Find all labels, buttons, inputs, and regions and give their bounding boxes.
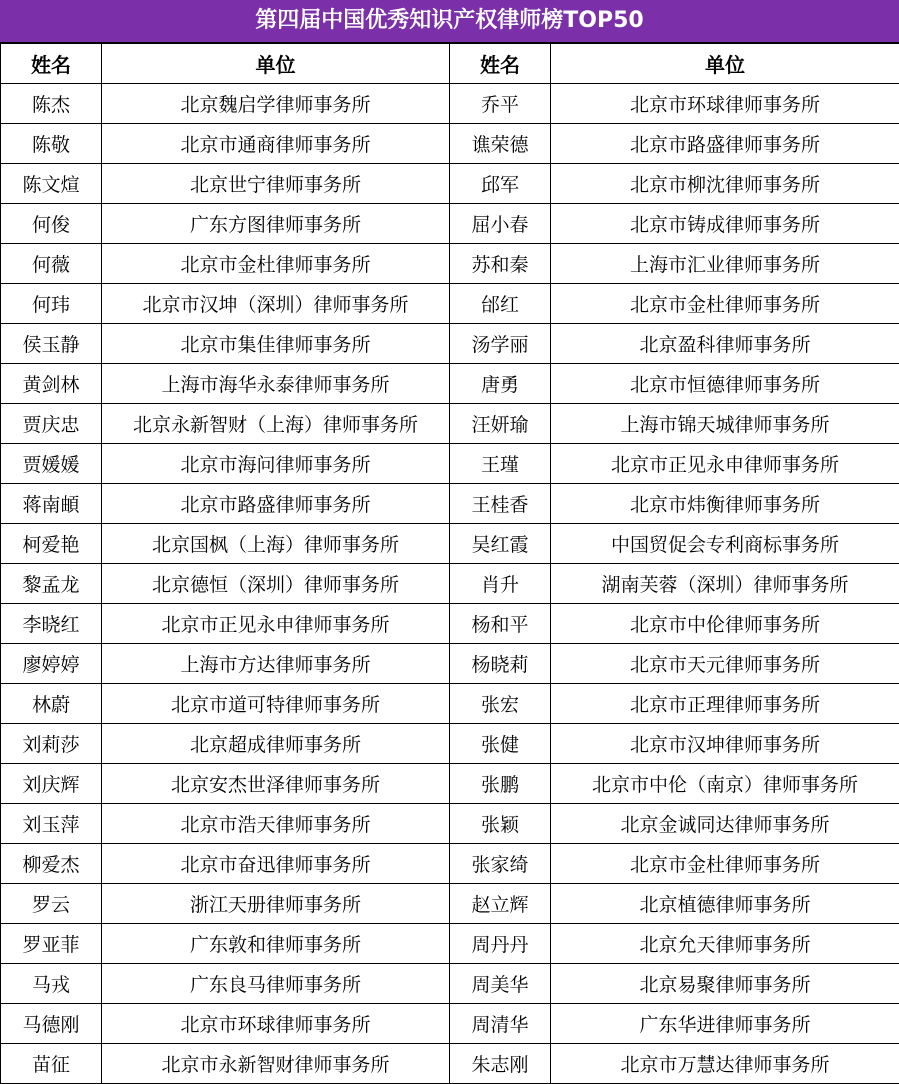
- law-firm-cell: 中国贸促会专利商标事务所: [551, 524, 899, 564]
- lawyer-name-cell: 王瑾: [450, 444, 551, 484]
- law-firm-cell: 北京市汉坤（深圳）律师事务所: [102, 284, 450, 324]
- law-firm-cell: 北京植德律师事务所: [551, 884, 899, 924]
- law-firm-cell: 北京市正见永申律师事务所: [551, 444, 899, 484]
- lawyer-name-cell: 贾庆忠: [1, 404, 102, 444]
- lawyer-name-cell: 周美华: [450, 964, 551, 1004]
- law-firm-cell: 北京市天元律师事务所: [551, 644, 899, 684]
- table-row: [1, 404, 899, 444]
- law-firm-cell: 北京市柳沈律师事务所: [551, 164, 899, 204]
- law-firm-cell: 广东良马律师事务所: [102, 964, 450, 1004]
- table-row: [1, 764, 899, 804]
- header-name-right: 姓名: [450, 44, 551, 84]
- header-unit-left: 单位: [102, 44, 450, 84]
- lawyer-name-cell: 苗征: [1, 1044, 102, 1084]
- law-firm-cell: 北京魏启学律师事务所: [102, 84, 450, 124]
- lawyer-name-cell: 赵立辉: [450, 884, 551, 924]
- lawyer-name-cell: 汪妍瑜: [450, 404, 551, 444]
- law-firm-cell: 广东华进律师事务所: [551, 1004, 899, 1044]
- table-row: [1, 964, 899, 1004]
- law-firm-cell: 北京市道可特律师事务所: [102, 684, 450, 724]
- header-name-left: 姓名: [1, 44, 102, 84]
- lawyer-name-cell: 吴红霞: [450, 524, 551, 564]
- table-row: [1, 204, 899, 244]
- lawyer-name-cell: 邱军: [450, 164, 551, 204]
- law-firm-cell: 北京市永新智财律师事务所: [102, 1044, 450, 1084]
- lawyer-name-cell: 何薇: [1, 244, 102, 284]
- law-firm-cell: 上海市方达律师事务所: [102, 644, 450, 684]
- law-firm-cell: 北京市通商律师事务所: [102, 124, 450, 164]
- lawyer-name-cell: 杨晓莉: [450, 644, 551, 684]
- lawyer-name-cell: 黄剑林: [1, 364, 102, 404]
- lawyer-name-cell: 蒋南頔: [1, 484, 102, 524]
- lawyer-name-cell: 李晓红: [1, 604, 102, 644]
- law-firm-cell: 北京易聚律师事务所: [551, 964, 899, 1004]
- lawyer-name-cell: 刘莉莎: [1, 724, 102, 764]
- law-firm-cell: 北京超成律师事务所: [102, 724, 450, 764]
- table-row: [1, 724, 899, 764]
- law-firm-cell: 上海市海华永泰律师事务所: [102, 364, 450, 404]
- law-firm-cell: 上海市汇业律师事务所: [551, 244, 899, 284]
- law-firm-cell: 北京市炜衡律师事务所: [551, 484, 899, 524]
- lawyer-name-cell: 张颖: [450, 804, 551, 844]
- law-firm-cell: 北京市金杜律师事务所: [102, 244, 450, 284]
- lawyer-name-cell: 柯爱艳: [1, 524, 102, 564]
- lawyer-name-cell: 张宏: [450, 684, 551, 724]
- table-row: [1, 524, 899, 564]
- lawyer-name-cell: 苏和秦: [450, 244, 551, 284]
- lawyer-name-cell: 周清华: [450, 1004, 551, 1044]
- lawyer-name-cell: 陈文煊: [1, 164, 102, 204]
- law-firm-cell: 上海市锦天城律师事务所: [551, 404, 899, 444]
- lawyer-name-cell: 罗亚菲: [1, 924, 102, 964]
- table-row: [1, 324, 899, 364]
- law-firm-cell: 北京市恒德律师事务所: [551, 364, 899, 404]
- lawyer-name-cell: 乔平: [450, 84, 551, 124]
- lawyer-name-cell: 柳爱杰: [1, 844, 102, 884]
- law-firm-cell: 北京市浩天律师事务所: [102, 804, 450, 844]
- lawyer-name-cell: 肖升: [450, 564, 551, 604]
- law-firm-cell: 北京市中伦（南京）律师事务所: [551, 764, 899, 804]
- table-row: [1, 444, 899, 484]
- lawyer-name-cell: 刘玉萍: [1, 804, 102, 844]
- header-unit-right: 单位: [551, 44, 899, 84]
- table-row: [1, 244, 899, 284]
- lawyer-name-cell: 陈杰: [1, 84, 102, 124]
- table-row: [1, 604, 899, 644]
- law-firm-cell: 北京盈科律师事务所: [551, 324, 899, 364]
- law-firm-cell: 北京市奋迅律师事务所: [102, 844, 450, 884]
- lawyer-name-cell: 黎孟龙: [1, 564, 102, 604]
- law-firm-cell: 北京安杰世泽律师事务所: [102, 764, 450, 804]
- law-firm-cell: 湖南芙蓉（深圳）律师事务所: [551, 564, 899, 604]
- lawyer-name-cell: 罗云: [1, 884, 102, 924]
- header-row: [1, 44, 899, 84]
- lawyer-name-cell: 张家绮: [450, 844, 551, 884]
- lawyer-name-cell: 马戎: [1, 964, 102, 1004]
- lawyer-name-cell: 马德刚: [1, 1004, 102, 1044]
- table-row: [1, 684, 899, 724]
- law-firm-cell: 北京德恒（深圳）律师事务所: [102, 564, 450, 604]
- law-firm-cell: 北京市金杜律师事务所: [551, 284, 899, 324]
- law-firm-cell: 北京市汉坤律师事务所: [551, 724, 899, 764]
- law-firm-cell: 北京市铸成律师事务所: [551, 204, 899, 244]
- lawyer-name-cell: 汤学丽: [450, 324, 551, 364]
- law-firm-cell: 北京永新智财（上海）律师事务所: [102, 404, 450, 444]
- law-firm-cell: 北京金诚同达律师事务所: [551, 804, 899, 844]
- lawyer-name-cell: 何俊: [1, 204, 102, 244]
- table-row: [1, 284, 899, 324]
- lawyer-name-cell: 廖婷婷: [1, 644, 102, 684]
- table-row: [1, 844, 899, 884]
- lawyer-name-cell: 杨和平: [450, 604, 551, 644]
- law-firm-cell: 北京市金杜律师事务所: [551, 844, 899, 884]
- law-firm-cell: 北京允天律师事务所: [551, 924, 899, 964]
- law-firm-cell: 北京市海问律师事务所: [102, 444, 450, 484]
- law-firm-cell: 北京国枫（上海）律师事务所: [102, 524, 450, 564]
- lawyer-name-cell: 陈敬: [1, 124, 102, 164]
- lawyer-name-cell: 王桂香: [450, 484, 551, 524]
- page-title: 第四届中国优秀知识产权律师榜TOP50: [0, 0, 899, 43]
- law-firm-cell: 北京市集佳律师事务所: [102, 324, 450, 364]
- lawyer-name-cell: 周丹丹: [450, 924, 551, 964]
- table-row: [1, 364, 899, 404]
- law-firm-cell: 北京市正见永申律师事务所: [102, 604, 450, 644]
- law-firm-cell: 北京市路盛律师事务所: [551, 124, 899, 164]
- law-firm-cell: 北京世宁律师事务所: [102, 164, 450, 204]
- law-firm-cell: 北京市环球律师事务所: [551, 84, 899, 124]
- ranking-table: [0, 43, 899, 1084]
- lawyer-name-cell: 谯荣德: [450, 124, 551, 164]
- lawyer-name-cell: 何玮: [1, 284, 102, 324]
- law-firm-cell: 北京市环球律师事务所: [102, 1004, 450, 1044]
- table-row: [1, 164, 899, 204]
- table-row: [1, 924, 899, 964]
- table-row: [1, 884, 899, 924]
- table-row: [1, 124, 899, 164]
- lawyer-name-cell: 刘庆辉: [1, 764, 102, 804]
- table-row: [1, 804, 899, 844]
- lawyer-name-cell: 屈小春: [450, 204, 551, 244]
- lawyer-name-cell: 侯玉静: [1, 324, 102, 364]
- lawyer-name-cell: 唐勇: [450, 364, 551, 404]
- table-row: [1, 1044, 899, 1084]
- law-firm-cell: 北京市正理律师事务所: [551, 684, 899, 724]
- lawyer-name-cell: 张健: [450, 724, 551, 764]
- law-firm-cell: 浙江天册律师事务所: [102, 884, 450, 924]
- table-row: [1, 484, 899, 524]
- law-firm-cell: 广东方图律师事务所: [102, 204, 450, 244]
- table-row: [1, 1004, 899, 1044]
- lawyer-name-cell: 邰红: [450, 284, 551, 324]
- table-row: [1, 564, 899, 604]
- table-row: [1, 84, 899, 124]
- law-firm-cell: 广东敦和律师事务所: [102, 924, 450, 964]
- table-row: [1, 644, 899, 684]
- law-firm-cell: 北京市中伦律师事务所: [551, 604, 899, 644]
- law-firm-cell: 北京市万慧达律师事务所: [551, 1044, 899, 1084]
- lawyer-name-cell: 张鹏: [450, 764, 551, 804]
- lawyer-name-cell: 朱志刚: [450, 1044, 551, 1084]
- lawyer-name-cell: 贾媛媛: [1, 444, 102, 484]
- law-firm-cell: 北京市路盛律师事务所: [102, 484, 450, 524]
- lawyer-name-cell: 林蔚: [1, 684, 102, 724]
- table-body: [1, 84, 899, 1084]
